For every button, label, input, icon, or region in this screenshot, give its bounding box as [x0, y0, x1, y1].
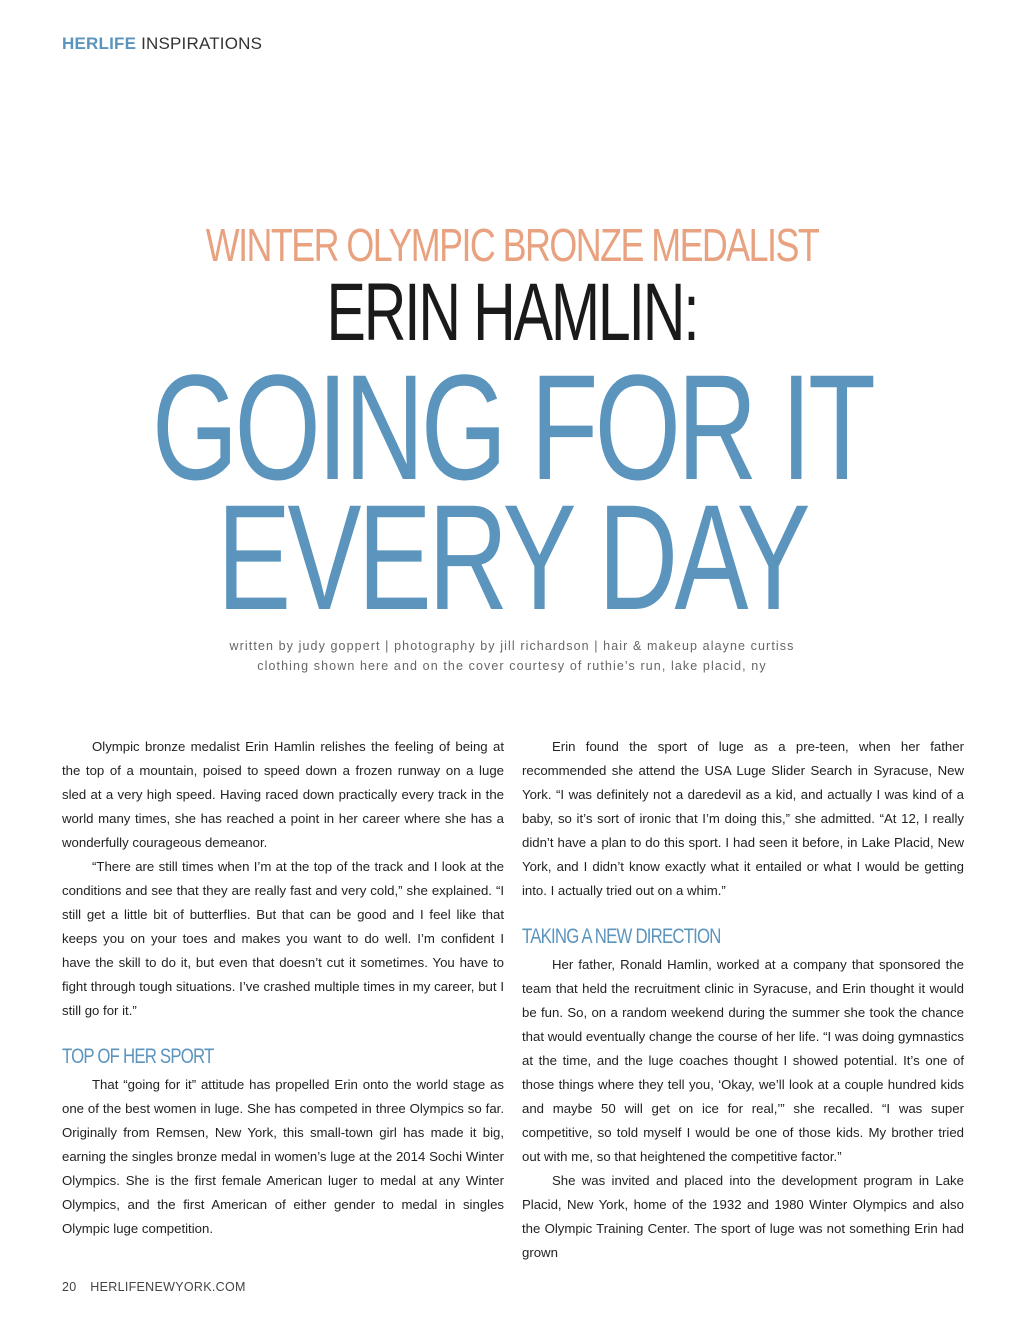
section-name: INSPIRATIONS: [141, 34, 263, 53]
body-paragraph: Olympic bronze medalist Erin Hamlin relishes the feeling of being at the top of a mountain, poised to speed down a frozen runway on a luge sled at a very high speed. Having raced down practically every track in the world many times, she has reached a point in her career where she has a wonderfully courageous demeanor.: [62, 739, 504, 850]
headline-line-1: GOING FOR IT: [151, 343, 873, 511]
right-column: [522, 735, 964, 1265]
title-name: ERIN HAMLIN:: [326, 267, 698, 358]
website-url: HERLIFENEWYORK.COM: [90, 1280, 246, 1294]
body-paragraph: Her father, Ronald Hamlin, worked at a company that sponsored the team that held the recruitment clinic in Syracuse, and Erin thought it would be fun. So, on a random weekend during the summer she took the chance that would eventually change the course of her life. “I was doing gymnastics at the time, and the luge coaches thought I showed potential. It’s one of those things where they tell you, ‘Okay, we’ll look at a couple hundred kids and maybe 50 will get on ice for real,’” she recalled. “I was super competitive, so told myself I would be one of those kids. My brother tried out with me, so that heightened the competitive factor.”: [522, 957, 964, 1164]
article-credits: [0, 636, 1024, 676]
left-column: [62, 735, 504, 1241]
subheading-top-of-her-sport: TOP OF HER SPORT: [62, 1045, 214, 1068]
page-number: 20: [62, 1280, 77, 1294]
body-paragraph: Erin found the sport of luge as a pre-teen, when her father recommended she attend the USA Luge Slider Search in Syracuse, New York. “I was definitely not a daredevil as a kid, and actually I was kind of a baby, so it’s sort of ironic that I’m doing this,” she admitted. “At 12, I really didn’t have a plan to do this sport. I had seen it before, in Lake Placid, New York, and I didn’t know exactly what it entailed or what I would be getting into. I actually tried out on a whim.”: [522, 739, 964, 898]
headline-line-2: EVERY DAY: [217, 473, 807, 641]
credits-line-2: clothing shown here and on the cover courtesy of ruthie’s run, lake placid, ny: [257, 659, 767, 673]
article-title-block: [0, 218, 1024, 641]
title-kicker: WINTER OLYMPIC BRONZE MEDALIST: [205, 219, 819, 271]
running-header: [62, 34, 262, 54]
body-paragraph: That “going for it” attitude has propelled Erin onto the world stage as one of the best women in luge. She has competed in three Olympics so far. Originally from Remsen, New York, this small-town girl has made it big, earning the singles bronze medal in women’s luge at the 2014 Sochi Winter Olympics. She is the first female American luger to medal at any Winter Olympics, and the first American of either gender to medal in singles Olympic luge competition.: [62, 1077, 504, 1236]
body-paragraph: She was invited and placed into the development program in Lake Placid, New York, home of the 1932 and 1980 Winter Olympics and also the Olympic Training Center. The sport of luge was not something Erin had grown: [522, 1173, 964, 1260]
subheading-taking-a-new-direction: TAKING A NEW DIRECTION: [522, 925, 721, 948]
credits-line-1: written by judy goppert | photography by jill richardson | hair & makeup alayne curtiss: [229, 639, 795, 653]
magazine-brand: HERLIFE: [62, 34, 137, 53]
body-paragraph: “There are still times when I’m at the top of the track and I look at the conditions and see that they are really fast and very cold,” she explained. “I still get a little bit of butterflies. But that can be good and I feel like that keeps you on your toes and makes you want to do well. I’m confident I have the skill to do it, but even that doesn’t cut it sometimes. You have to fight through tough situations. I’ve crashed multiple times in my career, but I still go for it.”: [62, 859, 504, 1018]
page-footer: [62, 1280, 246, 1294]
